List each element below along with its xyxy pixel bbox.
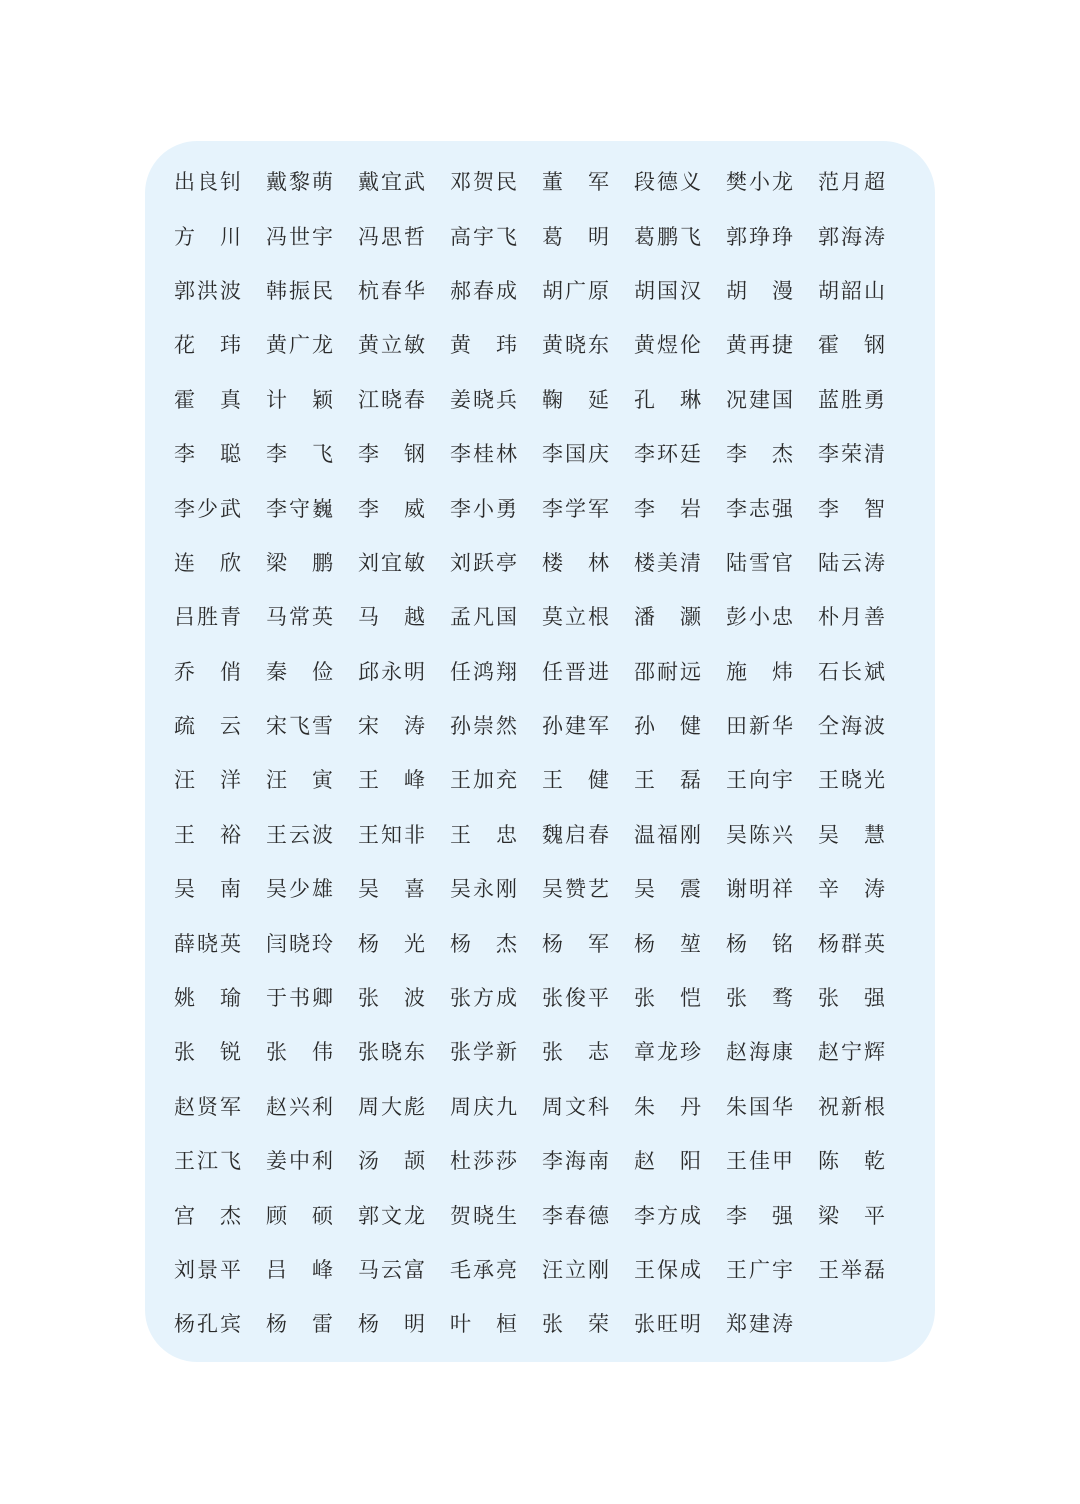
name-entry: 李 强 xyxy=(726,1203,793,1228)
name-entry: 张 伟 xyxy=(266,1040,333,1065)
name-entry: 于 书 卿 xyxy=(266,986,333,1011)
name-entry: 樊 小 龙 xyxy=(726,170,793,195)
name-entry: 吴 少 雄 xyxy=(266,877,333,902)
name-entry: 汤 颉 xyxy=(358,1149,425,1174)
name-entry: 李 小 勇 xyxy=(450,496,517,521)
name-entry: 马 常 英 xyxy=(266,605,333,630)
name-entry: 楼 林 xyxy=(542,550,609,575)
name-entry: 霍 钢 xyxy=(818,333,885,358)
name-entry: 吴 永 刚 xyxy=(450,877,517,902)
name-entry: 赵 阳 xyxy=(634,1149,701,1174)
name-entry: 郭 琤 琤 xyxy=(726,224,793,249)
name-entry: 孔 琳 xyxy=(634,387,701,412)
name-entry: 陆 雪 官 xyxy=(726,550,793,575)
name-entry: 张 俊 平 xyxy=(542,986,609,1011)
name-entry: 王 江 飞 xyxy=(174,1149,241,1174)
name-entry: 李 桂 林 xyxy=(450,442,517,467)
name-entry: 连 欣 xyxy=(174,550,241,575)
name-entry: 潘 灏 xyxy=(634,605,701,630)
name-entry: 田 新 华 xyxy=(726,714,793,739)
name-entry: 邵 耐 远 xyxy=(634,659,701,684)
name-entry: 马 越 xyxy=(358,605,425,630)
name-entry: 王 云 波 xyxy=(266,822,333,847)
name-entry: 杨 雷 xyxy=(266,1312,333,1337)
name-entry: 张 荣 xyxy=(542,1312,609,1337)
name-entry: 朱 丹 xyxy=(634,1094,701,1119)
name-entry: 吴 慧 xyxy=(818,822,885,847)
name-entry: 王 忠 xyxy=(450,822,517,847)
name-grid xyxy=(174,154,886,1351)
name-entry: 王 裕 xyxy=(174,822,241,847)
name-entry: 施 炜 xyxy=(726,659,793,684)
name-entry: 吴 赞 艺 xyxy=(542,877,609,902)
name-entry: 任 晋 进 xyxy=(542,659,609,684)
name-entry: 刘 宜 敏 xyxy=(358,550,425,575)
name-entry: 张 强 xyxy=(818,986,885,1011)
name-entry: 蓝 胜 勇 xyxy=(818,387,885,412)
name-entry: 李 少 武 xyxy=(174,496,241,521)
name-entry: 张 锐 xyxy=(174,1040,241,1065)
name-entry: 郭 海 涛 xyxy=(818,224,885,249)
name-entry: 梁 鹏 xyxy=(266,550,333,575)
name-entry: 李 飞 xyxy=(266,442,333,467)
name-entry: 鞠 延 xyxy=(542,387,609,412)
name-entry: 李 海 南 xyxy=(542,1149,609,1174)
name-entry: 汪 寅 xyxy=(266,768,333,793)
name-entry: 汪 立 刚 xyxy=(542,1258,609,1282)
name-entry: 汪 洋 xyxy=(174,768,241,793)
name-entry: 戴 黎 萌 xyxy=(266,170,333,195)
name-entry: 王 知 非 xyxy=(358,822,425,847)
name-entry: 陆 云 涛 xyxy=(818,550,885,575)
name-entry: 疏 云 xyxy=(174,714,241,739)
name-entry: 李 荣 清 xyxy=(818,442,885,467)
name-entry: 高 宇 飞 xyxy=(450,224,517,249)
name-entry: 叶 桓 xyxy=(450,1312,517,1337)
name-entry: 王 佳 甲 xyxy=(726,1149,793,1174)
name-entry: 王 保 成 xyxy=(634,1258,701,1282)
name-entry: 宋 飞 雪 xyxy=(266,714,333,739)
name-entry: 胡 韶 山 xyxy=(818,278,885,303)
name-entry: 黄 煜 伦 xyxy=(634,333,701,358)
name-entry: 张 旺 明 xyxy=(634,1312,701,1337)
name-entry: 李 威 xyxy=(358,496,425,521)
name-entry: 王 晓 光 xyxy=(818,768,885,793)
name-entry: 黄 广 龙 xyxy=(266,333,333,358)
name-entry: 杨 群 英 xyxy=(818,931,885,956)
name-entry: 李 守 巍 xyxy=(266,496,333,521)
name-entry: 黄 晓 东 xyxy=(542,333,609,358)
name-entry: 孙 建 军 xyxy=(542,714,609,739)
name-entry: 王 向 宇 xyxy=(726,768,793,793)
name-entry: 毛 承 亮 xyxy=(450,1258,517,1282)
name-entry: 仝 海 波 xyxy=(818,714,885,739)
name-entry: 胡 广 原 xyxy=(542,278,609,303)
name-entry: 王 峰 xyxy=(358,768,425,793)
name-entry: 况 建 国 xyxy=(726,387,793,412)
name-entry: 彭 小 忠 xyxy=(726,605,793,630)
name-entry: 杨 杰 xyxy=(450,931,517,956)
name-entry: 周 庆 九 xyxy=(450,1094,517,1119)
name-entry: 李 春 德 xyxy=(542,1203,609,1228)
name-entry: 王 举 磊 xyxy=(818,1258,885,1282)
name-entry: 韩 振 民 xyxy=(266,278,333,303)
name-entry: 姜 晓 兵 xyxy=(450,387,517,412)
name-entry: 祝 新 根 xyxy=(818,1094,885,1119)
name-entry: 郑 建 涛 xyxy=(726,1312,793,1337)
name-entry: 董 军 xyxy=(542,170,609,195)
name-entry: 杨 铭 xyxy=(726,931,793,956)
name-entry: 张 恺 xyxy=(634,986,701,1011)
name-entry: 张 学 新 xyxy=(450,1040,517,1065)
name-entry: 李 智 xyxy=(818,496,885,521)
name-entry: 杨 光 xyxy=(358,931,425,956)
name-entry: 李 志 强 xyxy=(726,496,793,521)
name-entry: 赵 宁 辉 xyxy=(818,1040,885,1065)
name-entry: 吴 震 xyxy=(634,877,701,902)
name-entry: 出 良 钊 xyxy=(174,170,241,195)
name-entry: 赵 贤 军 xyxy=(174,1094,241,1119)
name-entry: 李 学 军 xyxy=(542,496,609,521)
name-entry: 秦 俭 xyxy=(266,659,333,684)
name-entry: 马 云 富 xyxy=(358,1258,425,1282)
name-entry: 陈 乾 xyxy=(818,1149,885,1174)
name-entry: 薛 晓 英 xyxy=(174,931,241,956)
name-entry: 王 加 充 xyxy=(450,768,517,793)
name-entry: 吴 喜 xyxy=(358,877,425,902)
name-entry: 宋 涛 xyxy=(358,714,425,739)
name-entry: 赵 海 康 xyxy=(726,1040,793,1065)
name-entry: 张 晓 东 xyxy=(358,1040,425,1065)
name-entry: 周 大 彪 xyxy=(358,1094,425,1119)
name-entry: 黄 再 捷 xyxy=(726,333,793,358)
name-entry: 姜 中 利 xyxy=(266,1149,333,1174)
name-entry: 李 方 成 xyxy=(634,1203,701,1228)
name-entry: 章 龙 珍 xyxy=(634,1040,701,1065)
name-entry: 梁 平 xyxy=(818,1203,885,1228)
name-entry: 吕 胜 青 xyxy=(174,605,241,630)
name-entry: 孙 崇 然 xyxy=(450,714,517,739)
name-entry: 冯 思 哲 xyxy=(358,224,425,249)
name-entry: 李 岩 xyxy=(634,496,701,521)
name-entry: 李 聪 xyxy=(174,442,241,467)
name-entry: 方 川 xyxy=(174,224,241,249)
name-entry: 吴 陈 兴 xyxy=(726,822,793,847)
name-entry: 郭 文 龙 xyxy=(358,1203,425,1228)
name-entry: 李 杰 xyxy=(726,442,793,467)
name-entry: 吕 峰 xyxy=(266,1258,333,1282)
name-entry: 李 国 庆 xyxy=(542,442,609,467)
name-entry: 胡 国 汉 xyxy=(634,278,701,303)
name-entry: 周 文 科 xyxy=(542,1094,609,1119)
name-entry: 李 环 廷 xyxy=(634,442,701,467)
name-entry: 张 方 成 xyxy=(450,986,517,1011)
name-entry: 王 健 xyxy=(542,768,609,793)
name-entry: 杨 军 xyxy=(542,931,609,956)
name-entry: 任 鸿 翔 xyxy=(450,659,517,684)
name-entry: 王 磊 xyxy=(634,768,701,793)
name-entry: 黄 玮 xyxy=(450,333,517,358)
name-entry: 张 波 xyxy=(358,986,425,1011)
name-entry: 胡 漫 xyxy=(726,278,793,303)
name-entry: 杨 明 xyxy=(358,1312,425,1337)
name-entry: 张 志 xyxy=(542,1040,609,1065)
name-entry: 范 月 超 xyxy=(818,170,885,195)
name-entry: 楼 美 清 xyxy=(634,550,701,575)
name-entry: 杭 春 华 xyxy=(358,278,425,303)
name-entry: 朱 国 华 xyxy=(726,1094,793,1119)
name-entry: 莫 立 根 xyxy=(542,605,609,630)
name-entry: 石 长 斌 xyxy=(818,659,885,684)
name-entry: 孙 健 xyxy=(634,714,701,739)
name-entry: 辛 涛 xyxy=(818,877,885,902)
name-entry: 王 广 宇 xyxy=(726,1258,793,1282)
name-entry: 朴 月 善 xyxy=(818,605,885,630)
name-entry: 杨 堃 xyxy=(634,931,701,956)
name-entry: 温 福 刚 xyxy=(634,822,701,847)
name-entry: 计 颖 xyxy=(266,387,333,412)
name-entry: 张 骛 xyxy=(726,986,793,1011)
name-entry: 贺 晓 生 xyxy=(450,1203,517,1228)
name-entry: 黄 立 敏 xyxy=(358,333,425,358)
name-entry: 段 德 义 xyxy=(634,170,701,195)
name-entry: 魏 启 春 xyxy=(542,822,609,847)
name-entry: 邓 贺 民 xyxy=(450,170,517,195)
name-entry: 闫 晓 玲 xyxy=(266,931,333,956)
name-entry: 郭 洪 波 xyxy=(174,278,241,303)
name-entry: 花 玮 xyxy=(174,333,241,358)
name-entry: 赵 兴 利 xyxy=(266,1094,333,1119)
name-entry: 顾 硕 xyxy=(266,1203,333,1228)
name-entry: 冯 世 宇 xyxy=(266,224,333,249)
name-entry: 杨 孔 宾 xyxy=(174,1312,241,1337)
name-entry: 葛 鹏 飞 xyxy=(634,224,701,249)
name-entry: 戴 宜 武 xyxy=(358,170,425,195)
name-entry: 刘 景 平 xyxy=(174,1258,241,1282)
name-entry: 乔 俏 xyxy=(174,659,241,684)
name-entry: 吴 南 xyxy=(174,877,241,902)
name-entry: 霍 真 xyxy=(174,387,241,412)
name-entry: 李 钢 xyxy=(358,442,425,467)
name-entry: 杜 莎 莎 xyxy=(450,1149,517,1174)
name-entry: 江 晓 春 xyxy=(358,387,425,412)
name-entry: 孟 凡 国 xyxy=(450,605,517,630)
name-entry: 邱 永 明 xyxy=(358,659,425,684)
name-entry: 葛 明 xyxy=(542,224,609,249)
name-entry: 谢 明 祥 xyxy=(726,877,793,902)
name-entry: 姚 瑜 xyxy=(174,986,241,1011)
name-entry: 刘 跃 亭 xyxy=(450,550,517,575)
name-entry: 宫 杰 xyxy=(174,1203,241,1228)
name-entry: 郝 春 成 xyxy=(450,278,517,303)
